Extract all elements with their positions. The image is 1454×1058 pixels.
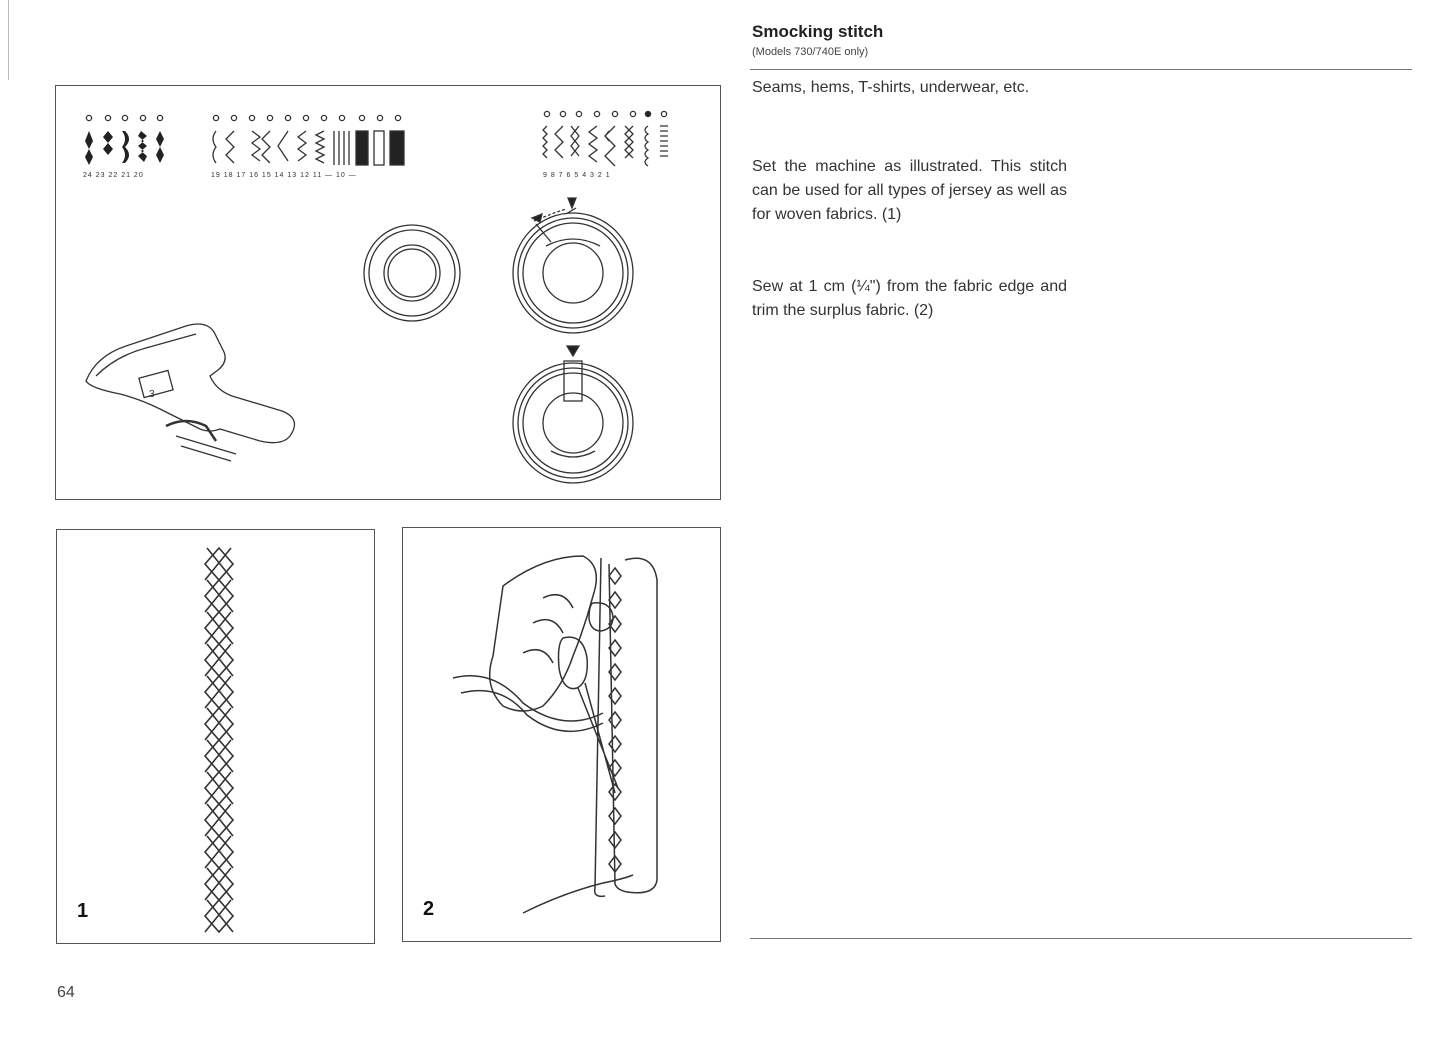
indicator-dot bbox=[249, 115, 254, 120]
paragraph-uses: Seams, hems, T-shirts, underwear, etc. bbox=[752, 79, 1030, 96]
figure-2 bbox=[402, 527, 721, 942]
indicator-dot bbox=[395, 115, 400, 120]
indicator-dot bbox=[359, 115, 364, 120]
indicator-dot bbox=[630, 111, 635, 116]
fabric-stitch bbox=[609, 568, 621, 584]
section-title: Smocking stitch bbox=[752, 22, 884, 41]
stitch-numbers-right: 9 8 7 6 5 4 3 2 1 bbox=[543, 172, 611, 179]
section-subtitle: (Models 730/740E only) bbox=[752, 46, 869, 58]
indicator-dot bbox=[612, 111, 617, 116]
stitch-link bbox=[205, 868, 233, 900]
stitch-link bbox=[205, 644, 233, 676]
stitch-link bbox=[205, 772, 233, 804]
indicator-dot bbox=[594, 111, 599, 116]
stitch-link bbox=[205, 612, 233, 644]
paragraph-settings: Set the machine as illustrated. This stitch can be used for all types of jersey as well as for woven fabrics. (1) bbox=[752, 158, 1067, 223]
indicator-dot bbox=[377, 115, 382, 120]
stitch-link bbox=[205, 708, 233, 740]
heading-rule bbox=[750, 69, 1412, 70]
indicator-dot bbox=[321, 115, 326, 120]
stitch-link bbox=[205, 740, 233, 772]
indicator-dot bbox=[267, 115, 272, 120]
presser-foot-label: 3 bbox=[149, 389, 156, 400]
bottom-rule bbox=[750, 938, 1412, 939]
indicator-dot bbox=[303, 115, 308, 120]
smocking-stitch-pattern-icon bbox=[57, 530, 373, 942]
indicator-dot bbox=[157, 115, 162, 120]
figure-1 bbox=[56, 529, 375, 944]
fabric-stitch bbox=[609, 808, 621, 824]
stitch-numbers-left: 24 23 22 21 20 bbox=[83, 172, 144, 179]
indicator-dot bbox=[661, 111, 666, 116]
indicator-dot bbox=[105, 115, 110, 120]
figure-1-number: 1 bbox=[77, 900, 89, 922]
indicator-dot bbox=[544, 111, 549, 116]
fabric-stitch bbox=[609, 736, 621, 752]
indicator-dot bbox=[560, 111, 565, 116]
stitch-link bbox=[205, 900, 233, 932]
stitch-link bbox=[205, 836, 233, 868]
fabric-stitch bbox=[609, 712, 621, 728]
stitch-numbers-middle: 19 18 17 16 15 14 13 12 11 — 10 — bbox=[211, 172, 357, 179]
indicator-dot bbox=[645, 111, 650, 116]
figure-2-number: 2 bbox=[423, 898, 435, 920]
stitch-link bbox=[205, 548, 233, 580]
stitch-link bbox=[205, 580, 233, 612]
indicator-dot bbox=[122, 115, 127, 120]
hand-trimming-fabric-icon bbox=[403, 528, 719, 940]
page-edge-rule bbox=[8, 0, 9, 80]
stitch-link bbox=[205, 676, 233, 708]
indicator-dot bbox=[339, 115, 344, 120]
indicator-dot bbox=[231, 115, 236, 120]
indicator-dot bbox=[140, 115, 145, 120]
paragraph-sewing: Sew at 1 cm (¼") from the fabric edge and trim the surplus fabric. (2) bbox=[752, 278, 1067, 319]
machine-settings-figure bbox=[55, 85, 721, 500]
fabric-stitch bbox=[609, 592, 621, 608]
stitch-link bbox=[205, 804, 233, 836]
stitch-selector-chart-icon bbox=[56, 86, 719, 498]
indicator-dot bbox=[285, 115, 290, 120]
page-number: 64 bbox=[57, 984, 75, 1001]
indicator-dot bbox=[576, 111, 581, 116]
indicator-dot bbox=[86, 115, 91, 120]
indicator-dot bbox=[213, 115, 218, 120]
